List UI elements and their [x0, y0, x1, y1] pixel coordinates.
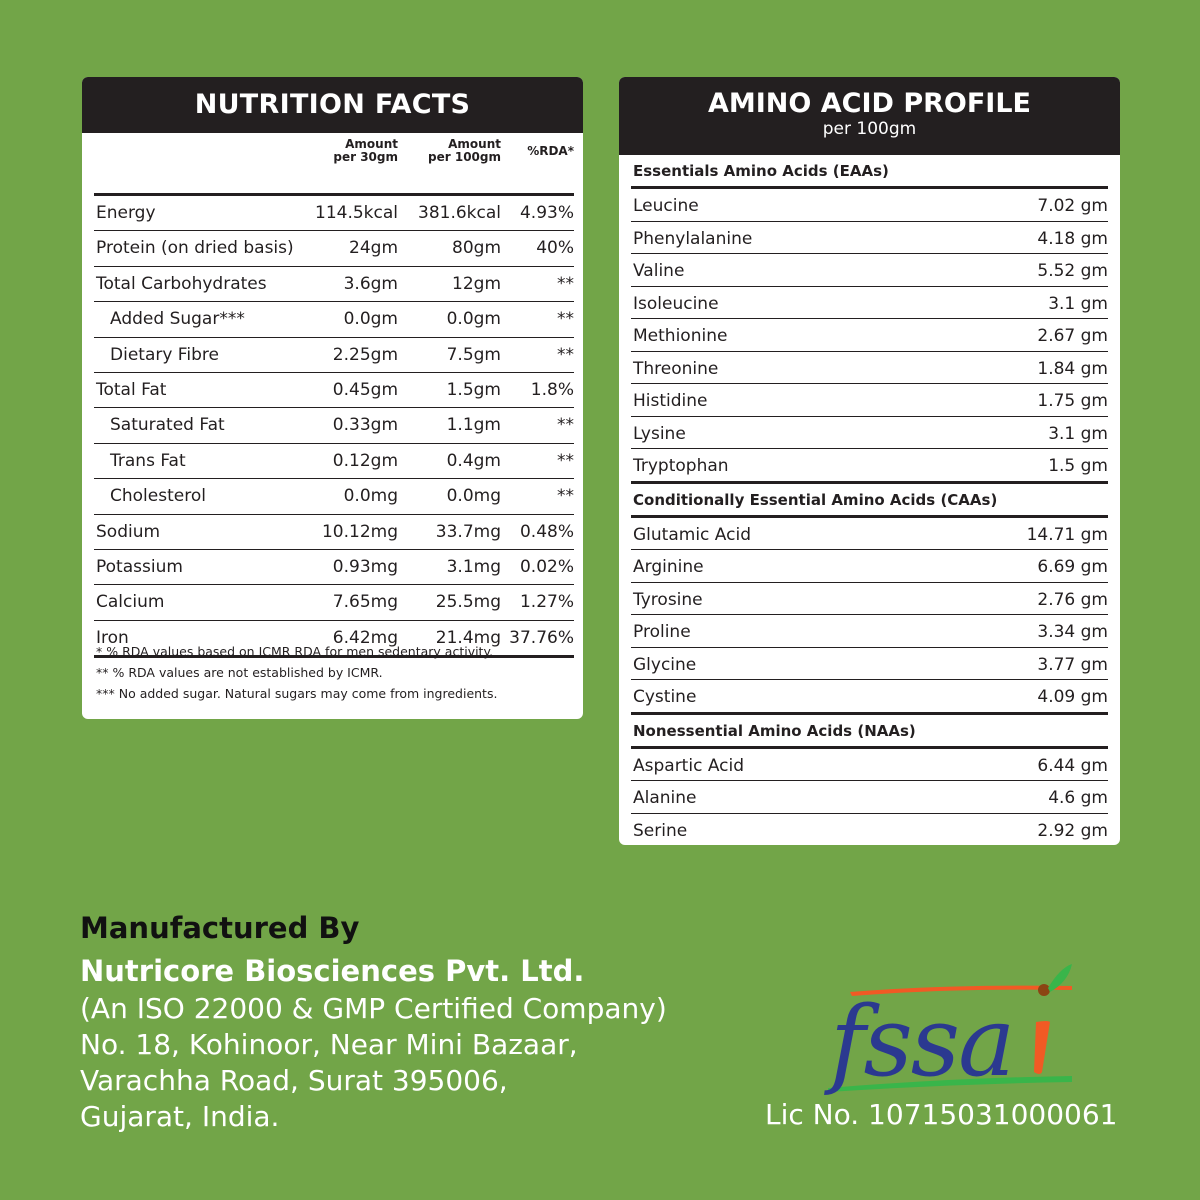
nutrition-row — [94, 196, 574, 231]
amino-row — [631, 583, 1108, 616]
nutrient-label: Sodium — [96, 521, 161, 542]
amount-per-100gm: 3.1mg — [446, 556, 501, 577]
amino-name: Glutamic Acid — [633, 524, 751, 545]
amino-group-heading: Essentials Amino Acids (EAAs) — [631, 155, 1108, 189]
nutrition-row — [94, 231, 574, 266]
nutrition-row — [94, 585, 574, 620]
amino-row — [631, 189, 1108, 222]
rda-percent: ** — [557, 450, 574, 471]
fssai-logo-icon — [810, 960, 1090, 1100]
amino-name: Tyrosine — [633, 589, 703, 610]
amino-value: 7.02 gm — [1037, 196, 1108, 216]
amount-per-100gm: 21.4mg — [435, 627, 501, 648]
rda-percent: 0.48% — [519, 521, 574, 542]
amino-acid-header — [619, 77, 1120, 155]
nutrient-label: Saturated Fat — [110, 415, 225, 436]
amino-name: Lysine — [633, 423, 686, 444]
nutrition-row — [94, 408, 574, 443]
nutrient-label: Energy — [96, 203, 156, 223]
amino-row — [631, 680, 1108, 715]
amino-row — [631, 781, 1108, 814]
amino-row — [631, 615, 1108, 648]
rda-percent: 37.76% — [509, 627, 574, 648]
amino-row — [631, 814, 1108, 846]
rda-percent: 1.8% — [530, 379, 574, 400]
amino-row — [631, 254, 1108, 287]
nutrition-footnotes — [96, 641, 497, 704]
amino-value: 5.52 gm — [1037, 261, 1108, 281]
amount-per-30gm: 0.0mg — [343, 486, 398, 507]
amount-per-30gm: 0.33gm — [332, 415, 398, 436]
address-line: Varachha Road, Surat 395006, — [80, 1064, 508, 1097]
amino-name: Phenylalanine — [633, 228, 753, 249]
amino-row — [631, 222, 1108, 255]
rda-percent: 40% — [536, 238, 574, 259]
amino-value: 1.75 gm — [1037, 391, 1108, 411]
amino-value: 4.6 gm — [1048, 788, 1108, 808]
nutrition-row — [94, 302, 574, 337]
amino-value: 3.34 gm — [1037, 622, 1108, 642]
rda-percent: ** — [557, 309, 574, 330]
amount-per-100gm: 0.0mg — [446, 486, 501, 507]
nutrition-table — [94, 133, 574, 658]
nutrition-row — [94, 515, 574, 550]
amount-per-100gm: 80gm — [452, 238, 501, 259]
amino-row — [631, 287, 1108, 320]
amino-name: Cystine — [633, 687, 697, 707]
amino-name: Tryptophan — [633, 456, 729, 476]
manufactured-by-heading: Manufactured By — [80, 911, 360, 945]
rda-percent: ** — [557, 344, 574, 365]
amount-per-100gm: 7.5gm — [446, 344, 501, 365]
amino-value: 6.44 gm — [1037, 755, 1108, 776]
amino-name: Valine — [633, 261, 685, 281]
address-line: (An ISO 22000 & GMP Certified Company) — [80, 992, 667, 1025]
amino-name: Arginine — [633, 557, 704, 577]
amino-row — [631, 352, 1108, 385]
amino-group-heading: Conditionally Essential Amino Acids (CAAs) — [631, 484, 1108, 518]
nutrient-label: Potassium — [96, 556, 183, 577]
amino-acid-table — [631, 155, 1108, 845]
header-rda: %RDA* — [527, 144, 574, 158]
amino-value: 6.69 gm — [1037, 557, 1108, 577]
amino-value: 1.5 gm — [1048, 456, 1108, 476]
amount-per-30gm: 0.93mg — [332, 556, 398, 577]
footnote: * % RDA values based on ICMR RDA for men sedentary activity. — [96, 644, 494, 659]
amino-row — [631, 384, 1108, 417]
amino-group-heading: Nonessential Amino Acids (NAAs) — [631, 715, 1108, 749]
amount-per-100gm: 381.6kcal — [418, 203, 501, 223]
nutrition-row — [94, 444, 574, 479]
amount-per-30gm: 10.12mg — [321, 521, 398, 542]
amino-row — [631, 648, 1108, 681]
nutrient-label: Trans Fat — [110, 450, 186, 471]
amino-value: 4.09 gm — [1037, 687, 1108, 707]
amino-acid-title: AMINO ACID PROFILE — [708, 88, 1031, 119]
amount-per-100gm: 1.5gm — [446, 379, 501, 400]
amino-name: Proline — [633, 622, 691, 642]
amino-name: Methionine — [633, 326, 728, 346]
nutrient-label: Calcium — [96, 592, 165, 613]
amino-row — [631, 449, 1108, 484]
amount-per-30gm: 2.25gm — [332, 344, 398, 365]
nutrient-label: Total Carbohydrates — [96, 273, 267, 294]
amino-name: Alanine — [633, 788, 697, 808]
header-amount-30: Amount per 30gm — [333, 137, 398, 164]
amino-acid-profile-card — [619, 77, 1120, 845]
amount-per-100gm: 0.0gm — [446, 309, 501, 330]
rda-percent: 4.93% — [519, 203, 574, 223]
nutrient-label: Total Fat — [96, 379, 167, 400]
amount-per-100gm: 1.1gm — [446, 415, 501, 436]
amino-name: Glycine — [633, 654, 697, 675]
footnote: *** No added sugar. Natural sugars may come from ingredients. — [96, 686, 498, 701]
amino-row — [631, 550, 1108, 583]
rda-percent: 0.02% — [519, 556, 574, 577]
nutrition-row — [94, 479, 574, 514]
footnote: ** % RDA values are not established by ICMR. — [96, 665, 383, 680]
amount-per-100gm: 25.5mg — [435, 592, 501, 613]
rda-percent: 1.27% — [519, 592, 574, 613]
nutrition-row — [94, 373, 574, 408]
nutrition-row — [94, 550, 574, 585]
fssai-license-number: Lic No. 10715031000061 — [765, 1098, 1118, 1131]
amino-value: 2.92 gm — [1037, 820, 1108, 841]
amino-value: 2.76 gm — [1037, 589, 1108, 610]
nutrient-label: Cholesterol — [110, 486, 206, 507]
company-name: Nutricore Biosciences Pvt. Ltd. — [80, 954, 585, 988]
amino-name: Threonine — [633, 358, 719, 379]
rda-percent: ** — [557, 273, 574, 294]
amount-per-100gm: 0.4gm — [446, 450, 501, 471]
nutrient-label: Dietary Fibre — [110, 344, 219, 365]
nutrient-label: Protein (on dried basis) — [96, 238, 294, 259]
amino-value: 1.84 gm — [1037, 358, 1108, 379]
nutrient-label: Iron — [96, 627, 129, 648]
amino-name: Aspartic Acid — [633, 755, 745, 776]
amino-value: 3.1 gm — [1048, 423, 1108, 444]
amount-per-30gm: 0.12gm — [332, 450, 398, 471]
amino-row — [631, 417, 1108, 450]
amino-value: 3.1 gm — [1048, 293, 1108, 314]
amount-per-30gm: 7.65mg — [332, 592, 398, 613]
amount-per-30gm: 6.42mg — [332, 627, 398, 648]
manufacturer-block — [80, 905, 667, 1135]
amount-per-30gm: 114.5kcal — [315, 203, 398, 223]
amount-per-100gm: 12gm — [452, 273, 501, 294]
address-line: Gujarat, India. — [80, 1100, 280, 1133]
amount-per-30gm: 3.6gm — [343, 273, 398, 294]
amount-per-30gm: 0.0gm — [343, 309, 398, 330]
amino-name: Leucine — [633, 196, 699, 216]
amino-row — [631, 319, 1108, 352]
header-amount-100: Amount per 100gm — [428, 137, 501, 164]
rda-percent: ** — [557, 415, 574, 436]
amount-per-30gm: 0.45gm — [332, 379, 398, 400]
amino-row — [631, 518, 1108, 551]
nutrition-facts-title: NUTRITION FACTS — [82, 77, 583, 133]
amino-name: Histidine — [633, 391, 708, 411]
amino-acid-subtitle: per 100gm — [822, 119, 917, 139]
amino-name: Isoleucine — [633, 293, 719, 314]
amino-value: 2.67 gm — [1037, 326, 1108, 346]
nutrition-row — [94, 267, 574, 302]
amount-per-30gm: 24gm — [349, 238, 398, 259]
nutrition-row — [94, 338, 574, 373]
amino-row — [631, 749, 1108, 782]
nutrition-table-header — [94, 133, 574, 196]
address-line: No. 18, Kohinoor, Near Mini Bazaar, — [80, 1028, 578, 1061]
svg-text:fssa: fssa — [830, 986, 1014, 1098]
amount-per-100gm: 33.7mg — [435, 521, 501, 542]
nutrition-facts-card — [82, 77, 583, 719]
amino-name: Serine — [633, 820, 688, 841]
nutrient-label: Added Sugar*** — [110, 309, 245, 330]
rda-percent: ** — [557, 486, 574, 507]
amino-value: 4.18 gm — [1037, 228, 1108, 249]
amino-value: 3.77 gm — [1037, 654, 1108, 675]
amino-value: 14.71 gm — [1026, 524, 1108, 545]
